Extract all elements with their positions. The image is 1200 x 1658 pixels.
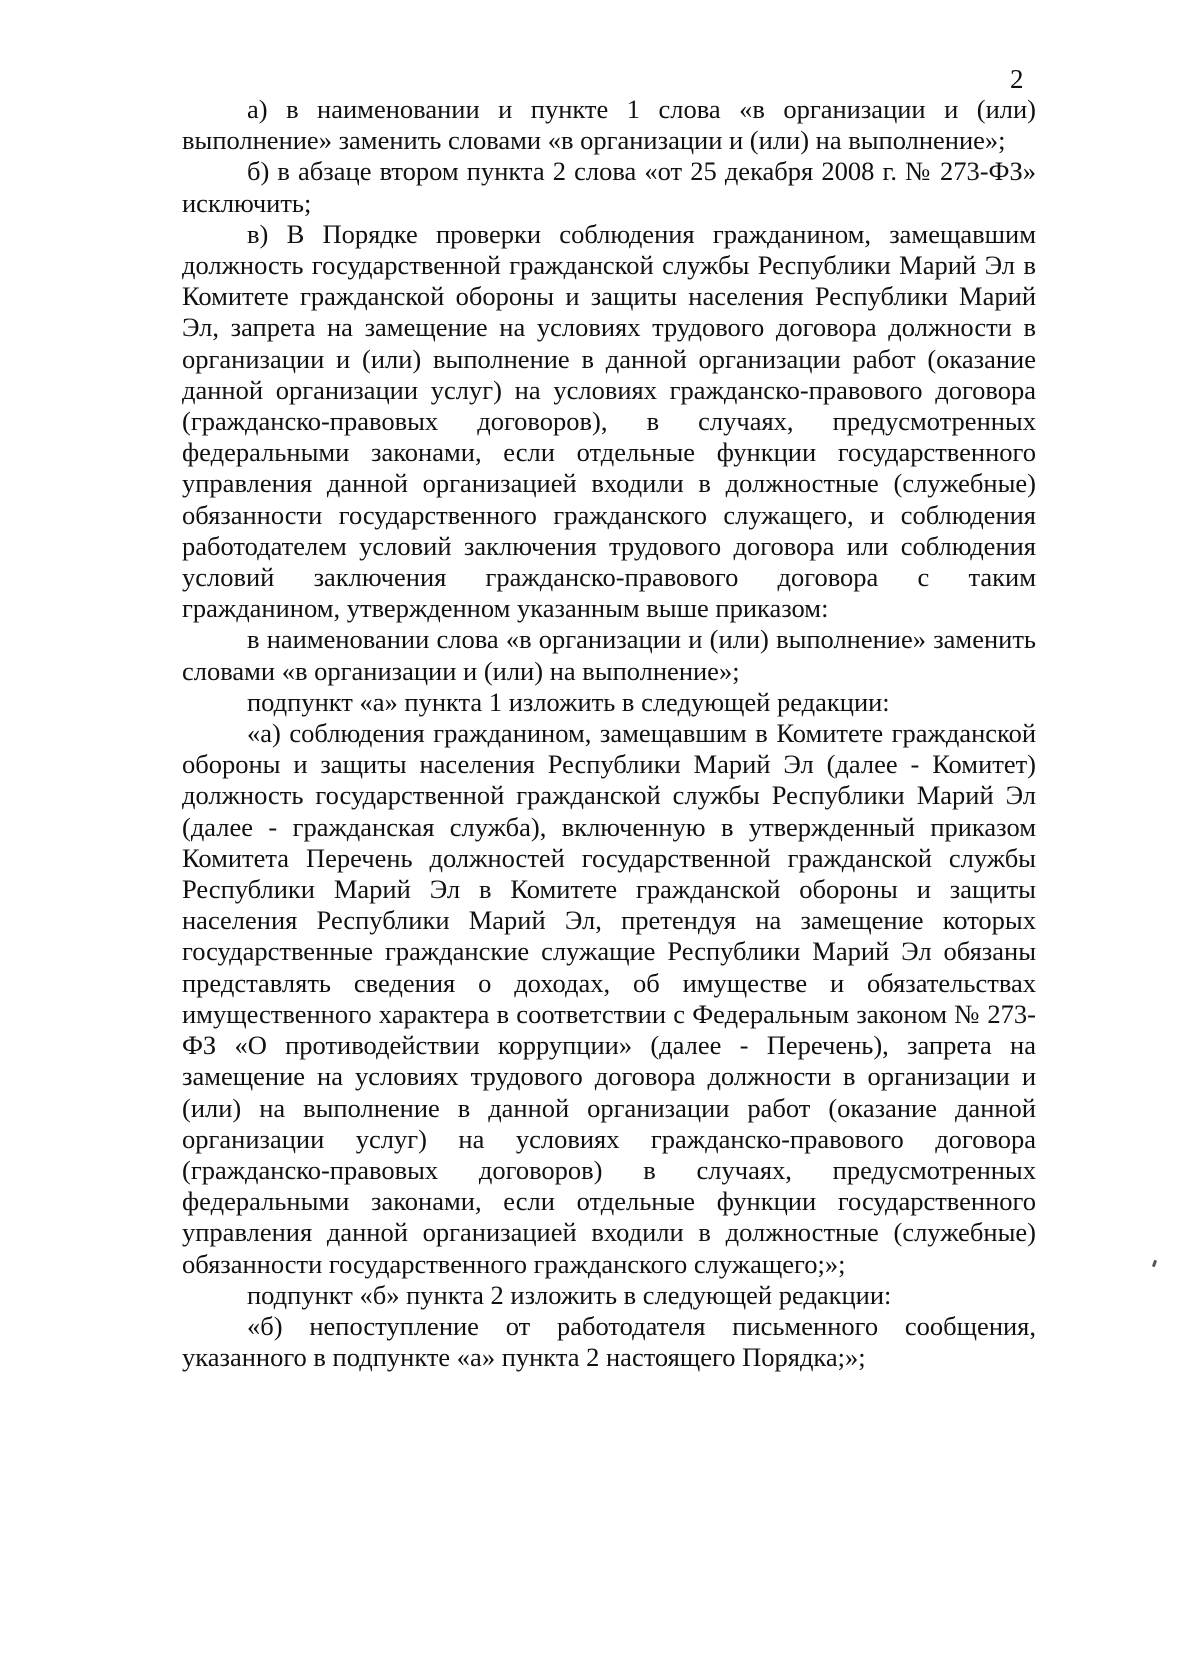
paragraph-subpoint-b-intro: подпункт «б» пункта 2 изложить в следующей редакции: — [247, 1279, 892, 1310]
scan-speck — [1152, 1260, 1157, 1268]
paragraph-title-change: в наименовании слова «в организации и (или) выполнение» заменить словами «в организации и (или) на выполнение»; — [182, 624, 1036, 686]
page-number: 2 — [1010, 64, 1024, 94]
paragraph-subpoint-b-text: «б) непоступление от работодателя письменного сообщения, указанного в подпункте «а» пункта 2 настоящего Порядка;»; — [182, 1310, 1036, 1373]
paragraph-subpoint-a-text: «а) соблюдения гражданином, замещавшим в Комитете гражданской обороны и защиты населения Республики Марий Эл (далее - Комитет) должность государственной гражданской службы Республики Марий Эл (далее - гражданская служба), включенную в утвержденный приказом Комитета Перечень должностей государственной гражданской службы Республики Марий Эл в Комитете гражданской обороны и защиты населения Республики Марий Эл, претендуя на замещение которых государственные гражданские служащие Республики Марий Эл обязаны представлять сведения о доходах, об имуществе и обязательствах имущественного характера в соответствии с Федеральным законом № 273-ФЗ «О противодействии коррупции» (далее - Перечень), запрета на замещение на условиях трудового договора должности в организации и (или) на выполнение в данной организации работ (оказание данной организации услуг) на условиях гражданско-правового договора (гражданско-правовых договоров) в случаях, предусмотренных федеральными законами, если отдельные функции государственного управления данной организацией входили в должностные (служебные) обязанности государственного гражданского служащего;»; — [182, 718, 1036, 1279]
paragraph-a: а) в наименовании и пункте 1 слова «в организации и (или) выполнение» заменить словами «в организации и (или) на выполнение»; — [182, 94, 1036, 156]
paragraph-v: в) В Порядке проверки соблюдения гражданином, замещавшим должность государственной гражданской службы Республики Марий Эл в Комитете гражданской обороны и защиты населения Республики Марий Эл, запрета на замещение на условиях трудового договора должности в организации и (или) выполнение в данной организации работ (оказание данной организации услуг) на условиях гражданско-правового договора (гражданско-правовых договоров), в случаях, предусмотренных федеральными законами, если отдельные функции государственного управления данной организацией входили в должностные (служебные) обязанности государственного гражданского служащего, и соблюдения работодателем условий заключения трудового договора или соблюдения условий заключения гражданско-правового договора с таким гражданином, утвержденном указанным выше приказом: — [182, 218, 1036, 624]
paragraph-subpoint-a-intro: подпункт «а» пункта 1 изложить в следующей редакции: — [247, 686, 890, 717]
document-body — [182, 94, 1036, 1373]
paragraph-b: б) в абзаце втором пункта 2 слова «от 25 декабря 2008 г. № 273-ФЗ» исключить; — [182, 156, 1036, 218]
